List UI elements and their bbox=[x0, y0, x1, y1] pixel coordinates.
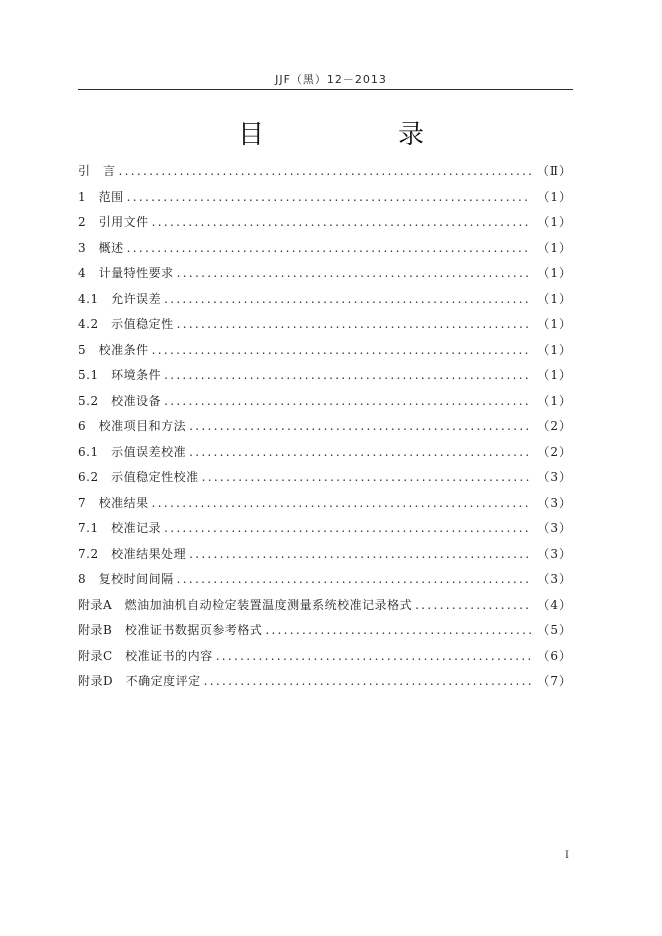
toc-entry[interactable] bbox=[78, 669, 572, 695]
table-of-contents bbox=[78, 159, 572, 695]
page-title: 目 录 bbox=[237, 120, 478, 150]
toc-entry-label: 2 引用文件 bbox=[78, 215, 149, 229]
toc-leader-dots bbox=[415, 593, 531, 619]
toc-entry-page: （1） bbox=[537, 189, 572, 204]
toc-entry-label: 附录C 校准证书的内容 bbox=[78, 648, 213, 663]
toc-entry[interactable] bbox=[78, 287, 572, 313]
toc-entry[interactable] bbox=[78, 185, 572, 211]
toc-leader-dots bbox=[177, 261, 532, 287]
toc-entry[interactable] bbox=[78, 644, 572, 670]
toc-entry-page: （1） bbox=[537, 342, 572, 357]
toc-entry-page: （6） bbox=[537, 648, 572, 663]
toc-entry-label: 4 计量特性要求 bbox=[78, 266, 174, 280]
toc-entry-page: （Ⅱ） bbox=[536, 164, 572, 178]
toc-entry[interactable] bbox=[78, 491, 572, 517]
toc-entry-label: 5.1 环境条件 bbox=[78, 368, 162, 382]
toc-leader-dots bbox=[204, 669, 532, 695]
toc-entry-label: 附录D 不确定度评定 bbox=[78, 674, 201, 688]
toc-entry[interactable] bbox=[78, 159, 572, 185]
toc-entry-label: 4.1 允许误差 bbox=[78, 291, 162, 306]
toc-leader-dots bbox=[164, 287, 531, 313]
page-number: I bbox=[565, 850, 569, 861]
toc-entry[interactable] bbox=[78, 338, 572, 364]
toc-leader-dots bbox=[164, 363, 531, 389]
toc-entry-label: 3 概述 bbox=[78, 240, 124, 255]
toc-entry[interactable] bbox=[78, 261, 572, 287]
toc-entry-page: （1） bbox=[537, 368, 572, 382]
toc-entry-label: 7.1 校准记录 bbox=[78, 521, 162, 535]
toc-leader-dots bbox=[152, 338, 532, 364]
toc-entry-page: （1） bbox=[537, 266, 572, 280]
toc-entry[interactable] bbox=[78, 542, 572, 568]
toc-entry-label: 6 校准项目和方法 bbox=[78, 419, 187, 433]
toc-entry[interactable] bbox=[78, 567, 572, 593]
toc-entry-page: （7） bbox=[537, 674, 572, 688]
toc-entry-label: 附录B 校准证书数据页参考格式 bbox=[78, 623, 263, 637]
toc-leader-dots bbox=[216, 644, 532, 670]
toc-leader-dots bbox=[127, 236, 532, 262]
toc-entry-label: 7.2 校准结果处理 bbox=[78, 546, 187, 561]
toc-leader-dots bbox=[152, 491, 532, 517]
toc-leader-dots bbox=[152, 210, 532, 236]
toc-entry[interactable] bbox=[78, 618, 572, 644]
toc-leader-dots bbox=[164, 516, 531, 542]
toc-entry-label: 8 复校时间间隔 bbox=[78, 572, 174, 586]
toc-leader-dots bbox=[265, 618, 531, 644]
toc-entry-page: （3） bbox=[537, 572, 572, 586]
toc-leader-dots bbox=[202, 465, 532, 491]
toc-entry-label: 1 范围 bbox=[78, 189, 124, 204]
toc-leader-dots bbox=[177, 567, 532, 593]
toc-entry-page: （3） bbox=[537, 546, 572, 561]
toc-leader-dots bbox=[127, 185, 532, 211]
toc-entry-label: 5.2 校准设备 bbox=[78, 393, 162, 408]
toc-entry-page: （1） bbox=[537, 215, 572, 229]
toc-entry-page: （3） bbox=[537, 470, 572, 484]
toc-entry-label: 引 言 bbox=[78, 164, 116, 178]
toc-entry-page: （3） bbox=[537, 521, 572, 535]
document-code-header: JJF（黑）12－2013 bbox=[275, 73, 387, 86]
header-rule bbox=[78, 89, 573, 90]
toc-leader-dots bbox=[177, 312, 532, 338]
toc-entry[interactable] bbox=[78, 593, 572, 619]
toc-leader-dots bbox=[164, 389, 531, 415]
toc-entry[interactable] bbox=[78, 516, 572, 542]
toc-entry-page: （1） bbox=[537, 317, 572, 331]
toc-entry-page: （1） bbox=[537, 240, 572, 255]
toc-entry[interactable] bbox=[78, 440, 572, 466]
toc-entry-label: 6.1 示值误差校准 bbox=[78, 444, 187, 459]
toc-entry-label: 7 校准结果 bbox=[78, 495, 149, 510]
toc-entry-label: 6.2 示值稳定性校准 bbox=[78, 470, 199, 484]
toc-entry-page: （2） bbox=[537, 444, 572, 459]
toc-leader-dots bbox=[189, 440, 531, 466]
toc-leader-dots bbox=[189, 542, 531, 568]
toc-entry[interactable] bbox=[78, 363, 572, 389]
toc-entry-page: （5） bbox=[537, 623, 572, 637]
toc-leader-dots bbox=[189, 414, 531, 440]
toc-leader-dots bbox=[119, 159, 531, 185]
toc-entry[interactable] bbox=[78, 389, 572, 415]
toc-entry-label: 4.2 示值稳定性 bbox=[78, 317, 174, 331]
toc-entry[interactable] bbox=[78, 236, 572, 262]
toc-entry-page: （2） bbox=[537, 419, 572, 433]
toc-entry-label: 附录A 燃油加油机自动检定装置温度测量系统校准记录格式 bbox=[78, 597, 413, 612]
toc-entry[interactable] bbox=[78, 210, 572, 236]
toc-entry-page: （1） bbox=[537, 393, 572, 408]
toc-entry[interactable] bbox=[78, 312, 572, 338]
toc-entry-label: 5 校准条件 bbox=[78, 342, 149, 357]
toc-entry[interactable] bbox=[78, 414, 572, 440]
toc-entry-page: （1） bbox=[537, 291, 572, 306]
toc-entry-page: （4） bbox=[537, 597, 572, 612]
toc-entry-page: （3） bbox=[537, 495, 572, 510]
toc-entry[interactable] bbox=[78, 465, 572, 491]
